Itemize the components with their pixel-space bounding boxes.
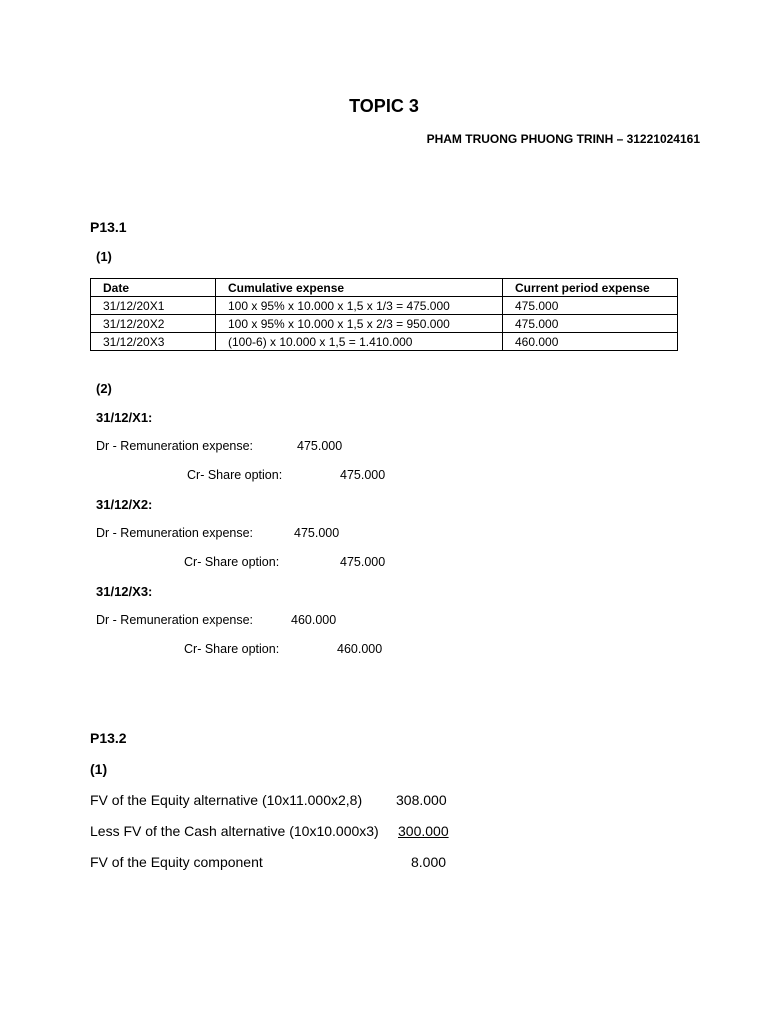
- section-heading-p13-2: P13.2: [90, 730, 127, 746]
- credit-label: Cr- Share option:: [184, 555, 280, 569]
- debit-label: Dr - Remuneration expense:: [96, 526, 254, 540]
- debit-amount: 460.000: [291, 613, 337, 627]
- debit-label: Dr - Remuneration expense:: [96, 613, 254, 627]
- date-cell: 31/12/20X1: [91, 297, 216, 315]
- debit-amount: 475.000: [294, 526, 340, 540]
- cumulative-cell: (100-6) x 10.000 x 1,5 = 1.410.000: [216, 333, 503, 351]
- table-row: [91, 315, 678, 333]
- debit-label: Dr - Remuneration expense:: [96, 439, 254, 453]
- credit-amount: 460.000: [337, 642, 383, 656]
- date-cell: 31/12/20X3: [91, 333, 216, 351]
- cumulative-cell: 100 x 95% x 10.000 x 1,5 x 2/3 = 950.000: [216, 315, 503, 333]
- equity-alternative-label: FV of the Equity alternative (10x11.000x2,8): [90, 792, 363, 808]
- cash-alternative-amount: 300.000: [398, 823, 449, 839]
- entry-date: 31/12/X2:: [96, 497, 153, 512]
- entry-date: 31/12/X3:: [96, 584, 153, 599]
- part-label-2: (2): [96, 381, 112, 396]
- column-header-current: Current period expense: [503, 279, 678, 297]
- current-cell: 475.000: [503, 315, 678, 333]
- current-cell: 475.000: [503, 297, 678, 315]
- author-line: PHAM TRUONG PHUONG TRINH – 31221024161: [426, 132, 700, 146]
- entry-date: 31/12/X1:: [96, 410, 153, 425]
- section-heading-p13-1: P13.1: [90, 219, 127, 235]
- part-label-1: (1): [90, 761, 108, 777]
- date-cell: 31/12/20X2: [91, 315, 216, 333]
- equity-component-label: FV of the Equity component: [90, 854, 263, 870]
- current-cell: 460.000: [503, 333, 678, 351]
- credit-label: Cr- Share option:: [187, 468, 283, 482]
- table-row: [91, 297, 678, 315]
- cumulative-cell: 100 x 95% x 10.000 x 1,5 x 1/3 = 475.000: [216, 297, 503, 315]
- credit-amount: 475.000: [340, 555, 386, 569]
- credit-label: Cr- Share option:: [184, 642, 280, 656]
- cash-alternative-label: Less FV of the Cash alternative (10x10.000x3): [90, 823, 379, 839]
- equity-component-amount: 8.000: [411, 854, 447, 870]
- debit-amount: 475.000: [297, 439, 343, 453]
- credit-amount: 475.000: [340, 468, 386, 482]
- equity-alternative-amount: 308.000: [396, 792, 447, 808]
- part-label-1: (1): [96, 249, 112, 264]
- expense-table: [90, 278, 678, 351]
- column-header-date: Date: [91, 279, 216, 297]
- table-row: [91, 333, 678, 351]
- page-title: TOPIC 3: [349, 96, 419, 116]
- column-header-cumulative: Cumulative expense: [216, 279, 503, 297]
- table-header-row: [91, 279, 678, 297]
